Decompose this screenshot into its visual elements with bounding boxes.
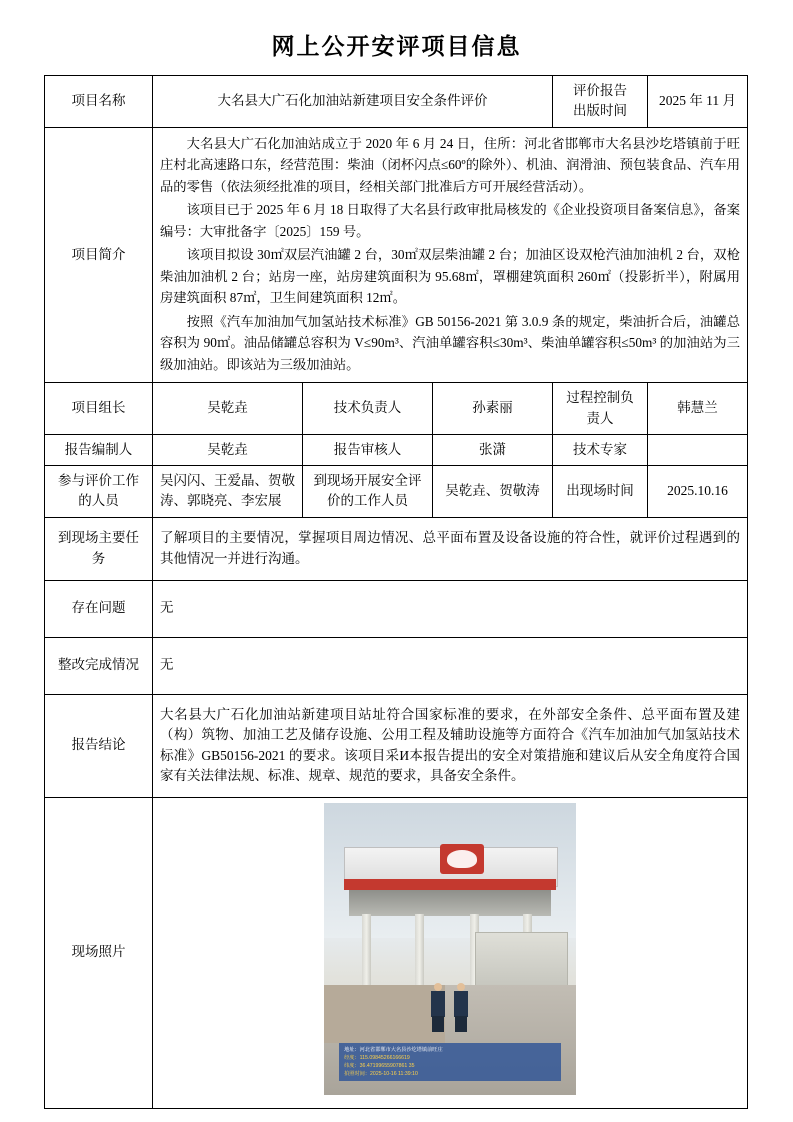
station-logo-icon (440, 844, 484, 874)
photo-person-body (431, 991, 445, 1017)
site-photo (324, 803, 576, 1095)
table-row (45, 434, 748, 465)
table-row (45, 694, 748, 797)
photo-cell (153, 797, 748, 1108)
table-row (45, 637, 748, 694)
process-control-label: 过程控制负责人 (553, 383, 648, 435)
intro-paragraph-2: 该项目已于 2025 年 6 月 18 日取得了大名县行政审批局核发的《企业投资项目备案信息》，备案编号：大审批备字〔2025〕159 号。 (160, 202, 740, 239)
table-row (45, 580, 748, 637)
onsite-staff-label: 到现场开展安全评价的工作人员 (303, 466, 433, 518)
intro-paragraph-4: 按照《汽车加油加气加氢站技术标准》GB 50156-2021 第 3.0.9 条的规定，柴油折合后，油罐总容积为 90㎡。油品储罐总容积为 V≤90m³、汽油单罐容积≤30m³、柴油单罐容积≤50m³ 的加油站为三级加油站。即该站为三级加油站。 (160, 313, 740, 372)
photo-pillar (362, 914, 371, 990)
table-row (45, 127, 748, 383)
photo-person-body (454, 991, 468, 1017)
onsite-staff-value: 吴乾垚、贺敬涛 (433, 466, 553, 518)
photo-person-legs (432, 1016, 444, 1032)
participants-label: 参与评价工作的人员 (45, 466, 153, 518)
page-title: 网上公开安评项目信息 (271, 34, 522, 59)
watermark-timestamp: 拍照时间：2025-10-16 11:39:10 (344, 1070, 418, 1077)
project-info-table (44, 75, 748, 1109)
tech-lead-value: 孙素丽 (433, 383, 553, 435)
tech-expert-value (648, 434, 748, 465)
report-date-label (553, 76, 648, 128)
tech-expert-label: 技术专家 (553, 434, 648, 465)
onsite-time-value: 2025.10.16 (648, 466, 748, 518)
intro-paragraph-3: 该项目拟设 30㎡双层汽油罐 2 台，30㎡双层柴油罐 2 台；加油区设双枪汽油加油机 2 台，双枪柴油加油机 2 台；站房一座，站房建筑面积为 95.68㎡，罩棚建筑面积 260㎡（投影折半），附属用房建筑面积 87㎡，卫生间建筑面积 12㎡。 (160, 247, 740, 306)
intro-paragraph-1: 大名县大广石化加油站成立于 2020 年 6 月 24 日，住所：河北省邯郸市大名县沙圪塔镇前于旺庄村北高速路口东，经营范围：柴油（闭杯闪点≤60º的除外）、机油、润滑油、预包装食品、汽车用品的零售（依法须经批准的项目，经相关部门批准后方可开展经营活动）。 (160, 135, 740, 194)
rectification-value: 无 (153, 637, 748, 694)
intro-value (153, 127, 748, 383)
onsite-task-value: 了解项目的主要情况，掌握项目周边情况、总平面布置及设备设施的符合性，就评价过程遇到的其他情况一并进行沟通。 (153, 517, 748, 580)
report-reviewer-value: 张潇 (433, 434, 553, 465)
issues-value: 无 (153, 580, 748, 637)
intro-label: 项目简介 (45, 127, 153, 383)
report-writer-label: 报告编制人 (45, 434, 153, 465)
team-leader-value: 吴乾垚 (153, 383, 303, 435)
project-name-value: 大名县大广石化加油站新建项目安全条件评价 (153, 76, 553, 128)
conclusion-label: 报告结论 (45, 694, 153, 797)
photo-watermark (339, 1043, 561, 1081)
table-row (45, 383, 748, 435)
onsite-task-label: 到现场主要任务 (45, 517, 153, 580)
project-name-label: 项目名称 (45, 76, 153, 128)
issues-label: 存在问题 (45, 580, 153, 637)
report-date-value: 2025 年 11 月 (648, 76, 748, 128)
photo-label: 现场照片 (45, 797, 153, 1108)
photo-pillar (415, 914, 424, 990)
photo-canopy-stripe (344, 879, 556, 889)
photo-person (453, 983, 469, 1031)
participants-value: 吴闪闪、王爱晶、贺敬涛、郭晓亮、李宏展 (153, 466, 303, 518)
report-date-label-line2: 出版时间 (573, 103, 627, 119)
process-control-value: 韩慧兰 (648, 383, 748, 435)
table-row (45, 797, 748, 1108)
onsite-time-label: 出现场时间 (553, 466, 648, 518)
team-leader-label: 项目组长 (45, 383, 153, 435)
report-date-label-line1: 评价报告 (573, 83, 627, 98)
table-row (45, 76, 748, 128)
rectification-label: 整改完成情况 (45, 637, 153, 694)
photo-building (475, 932, 568, 987)
table-row (45, 517, 748, 580)
report-reviewer-label: 报告审核人 (303, 434, 433, 465)
photo-dirt-area (324, 985, 445, 1043)
photo-person-head (434, 983, 442, 991)
conclusion-value: 大名县大广石化加油站新建项目站址符合国家标准的要求，在外部安全条件、总平面布置及建（构）筑物、加油工艺及储存设施、公用工程及辅助设施等方面符合《汽车加油加气加氢站技术标准》GB50156-2021 的要求。该项目采И本报告提出的安全对策措施和建议后从安全角度符合国家有关法律法规、标准、规章、规范的要求，具备安全条件。 (153, 694, 748, 797)
photo-person (430, 983, 446, 1031)
tech-lead-label: 技术负责人 (303, 383, 433, 435)
watermark-longitude: 经度：115.09845266166619 (344, 1054, 410, 1061)
photo-person-legs (455, 1016, 467, 1032)
photo-canopy-underside (349, 890, 551, 916)
report-writer-value: 吴乾垚 (153, 434, 303, 465)
watermark-address: 地址：河北省邯郸市大名县沙圪塔镇前旺庄 (344, 1046, 443, 1053)
watermark-latitude: 纬度：36.47199655907861 35 (344, 1062, 415, 1069)
table-row (45, 466, 748, 518)
photo-person-head (457, 983, 465, 991)
